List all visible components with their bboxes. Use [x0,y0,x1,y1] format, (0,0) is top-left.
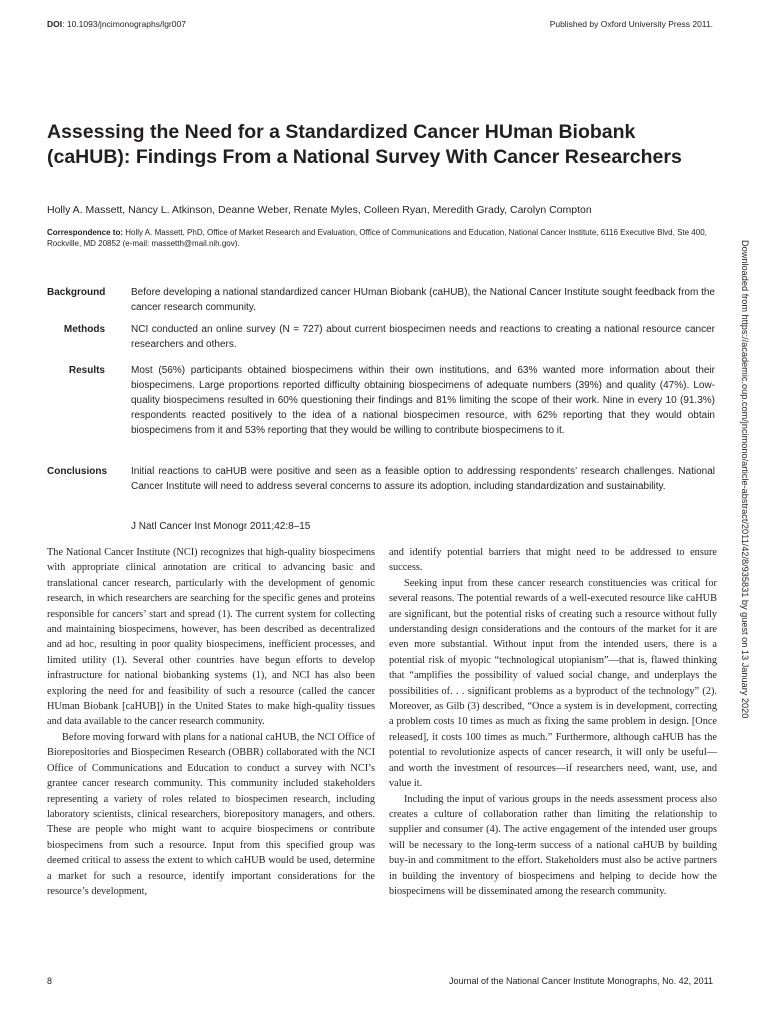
abstract-results-label: Results [68,365,105,376]
abstract-conclusions-label: Conclusions [47,466,108,477]
abstract-conclusions-text: Initial reactions to caHUB were positive and seen as a feasible option to addressing respondents’ research challenges. National Cancer Institute will need to address several concerns to assure its adoption, including standardization and sustainability. [131,466,715,492]
body-column-left [47,545,375,899]
article-title: Assessing the Need for a Standardized Cancer HUman Biobank (caHUB): Findings From a National Survey With Cancer Researchers [47,121,682,168]
body-paragraph: Including the input of various groups in the needs assessment process also creates a culture of collaboration rather than limiting the relationship to supplier and consumer (4). The active engagement of the intended user groups will be necessary to the long-term success of a national caHUB by building buy-in and commitment to the effort. Stakeholders must also be active partners in building the inventory of biospecimens and helping to decide how the biospecimens will be disseminated among the research community. [389,793,717,897]
journal-citation: J Natl Cancer Inst Monogr 2011;42:8–15 [131,521,311,532]
body-paragraph: and identify potential barriers that might need to be addressed to ensure success. [389,547,717,574]
author-list: Holly A. Massett, Nancy L. Atkinson, Deanne Weber, Renate Myles, Colleen Ryan, Meredith Grady, Carolyn Compton [47,204,592,216]
journal-footer: Journal of the National Cancer Institute Monographs, No. 42, 2011 [449,976,713,986]
correspondence-label: Correspondence to: [47,228,124,237]
doi-label: DOI [47,19,63,29]
correspondence-text: Holly A. Massett, PhD, Office of Market Research and Evaluation, Office of Communications and Education, National Cancer Institute, 6116 Executive Blvd, Ste 400, Rockville, MD 20852 (e-mail: massetth@mail.nih.gov). [47,228,707,248]
page-number: 8 [47,976,53,986]
abstract-results-text: Most (56%) participants obtained biospecimens within their own institutions, and 63% wanted more information about their biospecimens. Large proportions reported difficulty obtaining biospecimens of adequate numbers (39%) and quality (47%). Low-quality biospecimens resulted in 60% questioning their findings and 81% limiting the scope of their work. Nine in every 10 (91.3%) respondents reacted positively to the idea of a national biospecimen resource, with 62% reporting that they would obtain biospecimens from it and 53% reporting that they would be willing to contribute biospecimens to it. [131,365,715,436]
body-paragraph: Before moving forward with plans for a national caHUB, the NCI Office of Biorepositories and Biospecimen Research (OBBR) collaborated with the NCI Office of Communications and Education to conduct a survey with NCI’s grantee cancer research community. This community included stakeholders representing a variety of roles related to biospecimen research, including laboratory scientists, clinical researchers, biorepository managers, and others. These are people who might want to acquire biospecimens or contribute biospecimens from such a resource. Input from this specified group was deemed critical to assess the extent to which caHUB would be used, determine a market for such a resource, identify important considerations for the resource’s development, [47,731,375,897]
body-column-right [389,545,717,899]
body-paragraph: The National Cancer Institute (NCI) recognizes that high-quality biospecimens with appropriate clinical annotation are critical to advancing basic and translational cancer research, particularly with the development of genomic research, in which researchers are searching for the specific genes and proteins responsible for cancers’ start and spread (1). The current system for collecting and maintaining biospecimens, however, has been described as decentralized and ad hoc, resulting in poor quality biospecimens, inefficient processes, and limited utility (1). Several other countries have begun efforts to develop infrastructure for national biobanking systems (1), and NCI has also been exploring the need for and feasibility of such a resource (called the cancer HUman Biobank [caHUB]) in the United States to make high-quality tissues and data available to the cancer research community. [47,547,375,728]
abstract-background-label: Background [47,287,106,298]
abstract-background-text: Before developing a national standardized cancer HUman Biobank (caHUB), the National Cancer Institute sought feedback from the cancer research community. [131,287,715,313]
download-watermark: Downloaded from https://academic.oup.com/jncimono/article-abstract/2011/42/8/935831 by guest on 13 January 2020 [740,240,750,719]
doi-value[interactable]: : 10.1093/jncimonographs/lgr007 [62,19,186,29]
body-paragraph: Seeking input from these cancer research constituencies was critical for several reasons. The potential rewards of a well-executed resource like caHUB are significant, but the potential risks of creating such a resource without fully understanding design considerations and the contours of the market for it are even more substantial. Without input from the intended users, there is a potential risk of myopic “technological utopianism”—that is, flawed thinking that “amplifies the possibility of valued social change, and underplays the possibilities of. . . significant problems as a byproduct of the technology” (2). Moreover, as Gilb (3) described, “Once a system is in development, correcting a problem costs 10 times as much as fixing the same problem in design. [Once released], it costs 100 times as much.” Furthermore, although caHUB has the potential to revolutionize aspects of cancer research, it will only be useful—and worth the investment of resources—if researchers need, want, use, and value it. [389,577,717,790]
correspondence [47,227,717,249]
doi-line [47,19,186,29]
abstract-methods-label: Methods [63,324,105,335]
abstract-methods-text: NCI conducted an online survey (N = 727) about current biospecimen needs and reactions to creating a national resource cancer researchers and others. [131,324,715,350]
publisher-note: Published by Oxford University Press 2011. [549,19,713,29]
